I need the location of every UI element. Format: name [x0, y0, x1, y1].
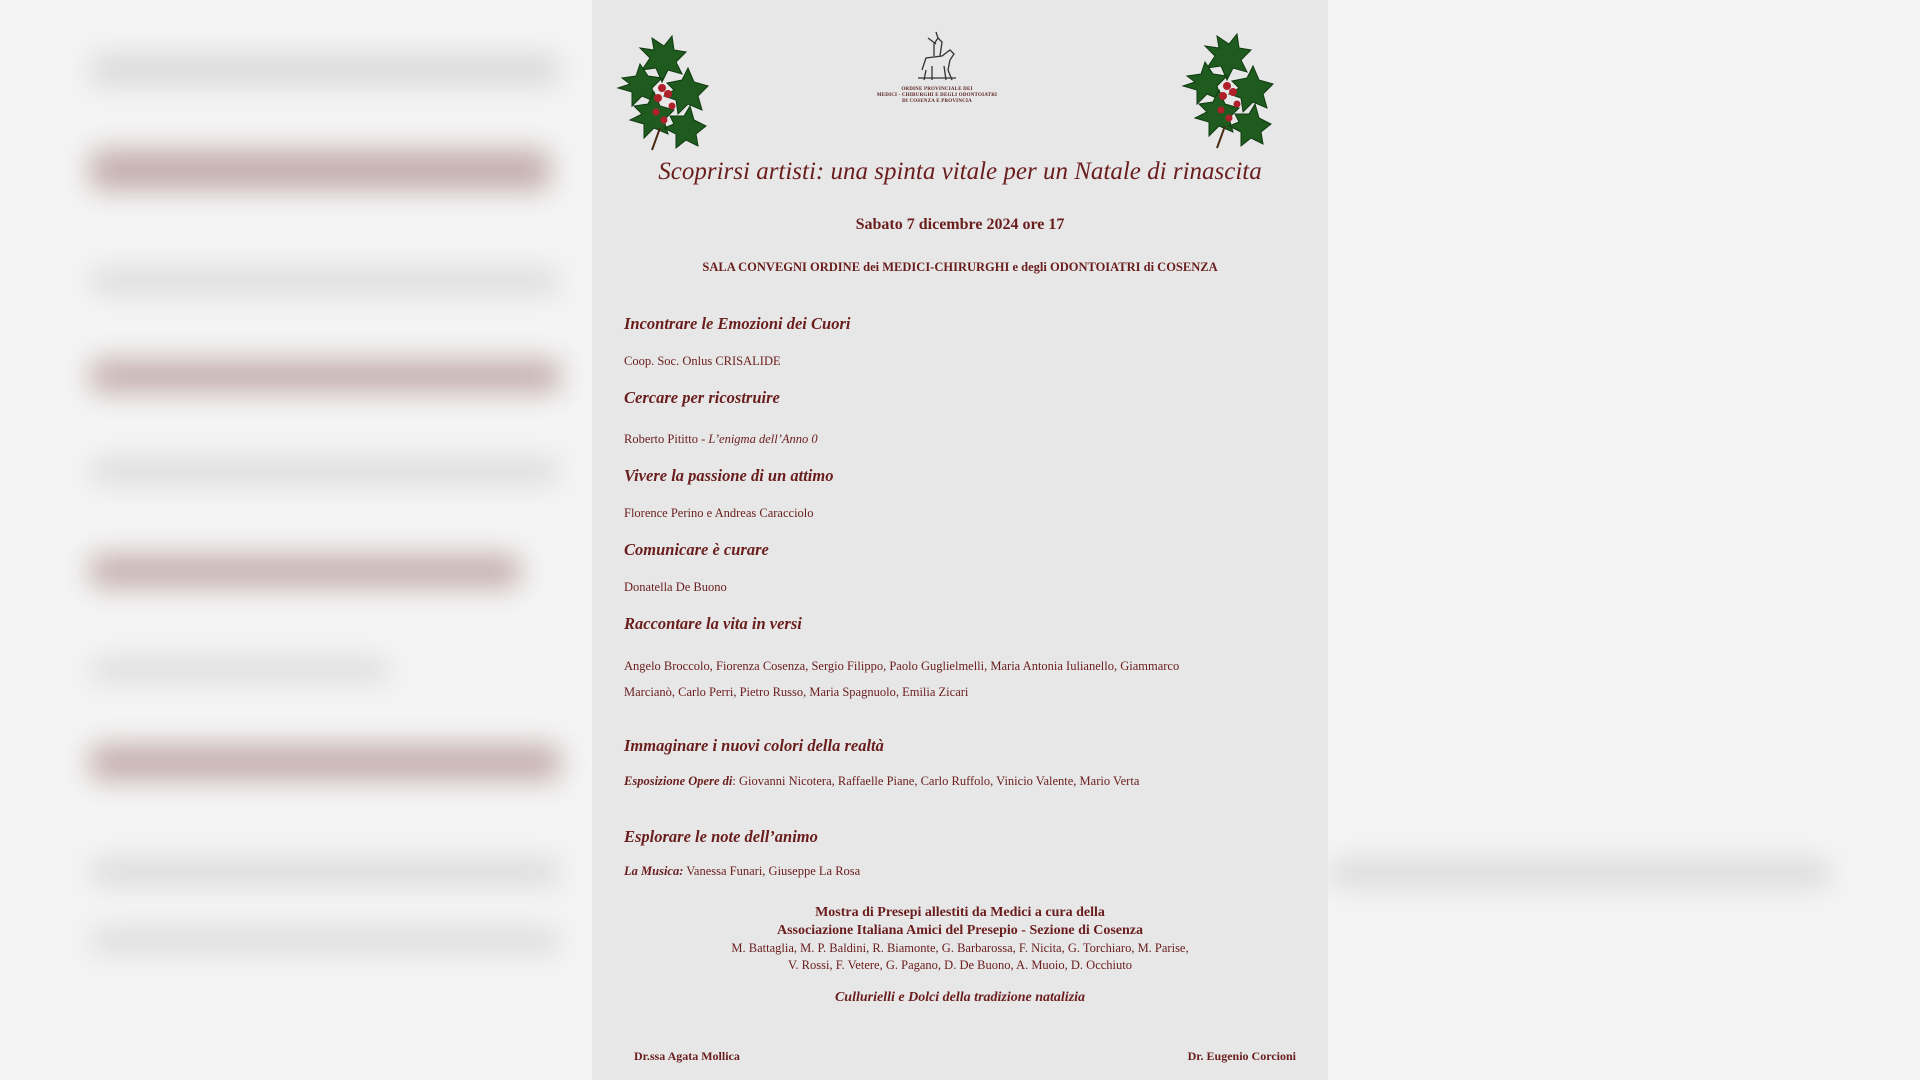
work-title: - L’enigma dell’Anno 0 — [697, 432, 818, 446]
signature-right: Dr. Eugenio Corcioni — [1187, 1049, 1296, 1063]
section-body-line-2: Marcianò, Carlo Perri, Pietro Russo, Maria Spagnuolo, Emilia Zicari — [624, 685, 969, 699]
presepi-line-1: Mostra di Presepi allestiti da Medici a cura della — [815, 905, 1105, 920]
section-title: Raccontare la vita in versi — [624, 614, 802, 633]
logo-line-1: ORDINE PROVINCIALE DEI — [901, 87, 973, 92]
section-title: Vivere la passione di un attimo — [624, 466, 834, 485]
presepi-line-2: Associazione Italiana Amici del Presepio - Sezione di Cosenza — [776, 923, 1144, 938]
presepi-block — [592, 904, 1328, 974]
logo-line-2: MEDICI - CHIRURGHI E DEGLI ODONTOIATRI — [876, 93, 998, 98]
section-body — [624, 426, 818, 452]
exhibition-label: Esposizione Opere di — [624, 774, 733, 788]
cullurielli-note: Cullurielli e Dolci della tradizione natalizia — [834, 990, 1086, 1005]
presepi-line-4: V. Rossi, F. Vetere, G. Pagano, D. De Buono, A. Muoio, D. Occhiuto — [787, 958, 1132, 972]
musicians: Vanessa Funari, Giuseppe La Rosa — [683, 864, 861, 878]
section-title: Immaginare i nuovi colori della realtà — [624, 736, 884, 755]
section-body: Coop. Soc. Onlus CRISALIDE — [624, 354, 781, 368]
holly-decoration-left — [612, 28, 712, 153]
section-title: Esplorare le note dell’animo — [624, 827, 818, 846]
author-name: Roberto Pititto — [624, 432, 698, 446]
event-title: Scoprirsi artisti: una spinta vitale per un Natale di rinascita — [658, 158, 1262, 185]
section-body — [624, 858, 860, 884]
signature-left: Dr.ssa Agata Mollica — [634, 1049, 740, 1063]
section-body — [624, 768, 1139, 794]
section-body: Florence Perino e Andreas Caracciolo — [624, 506, 814, 520]
section-body: Donatella De Buono — [624, 580, 727, 594]
event-date: Sabato 7 dicembre 2024 ore 17 — [855, 216, 1065, 233]
holly-decoration-right — [1177, 28, 1277, 153]
event-poster — [592, 0, 1328, 1080]
horse-rider-icon — [912, 30, 962, 82]
section-title: Comunicare è curare — [624, 540, 769, 559]
section-title: Cercare per ricostruire — [624, 388, 780, 407]
exhibition-artists: : Giovanni Nicotera, Raffaelle Piane, Carlo Ruffolo, Vinicio Valente, Mario Verta — [732, 774, 1140, 788]
section-body-line-1: Angelo Broccolo, Fiorenza Cosenza, Sergio Filippo, Paolo Guglielmelli, Maria Antonia Iulianello, Giammarco — [624, 659, 1180, 673]
event-venue: SALA CONVEGNI ORDINE dei MEDICI-CHIRURGHI e degli ODONTOIATRI di COSENZA — [702, 260, 1218, 274]
music-label: La Musica: — [624, 864, 684, 878]
logo-line-3: DI COSENZA E PROVINCIA — [902, 99, 972, 104]
medical-order-logo — [867, 30, 1007, 116]
section-title: Incontrare le Emozioni dei Cuori — [624, 314, 851, 333]
presepi-line-3: M. Battaglia, M. P. Baldini, R. Biamonte, G. Barbarossa, F. Nicita, G. Torchiaro, M. Parise, — [731, 941, 1189, 955]
